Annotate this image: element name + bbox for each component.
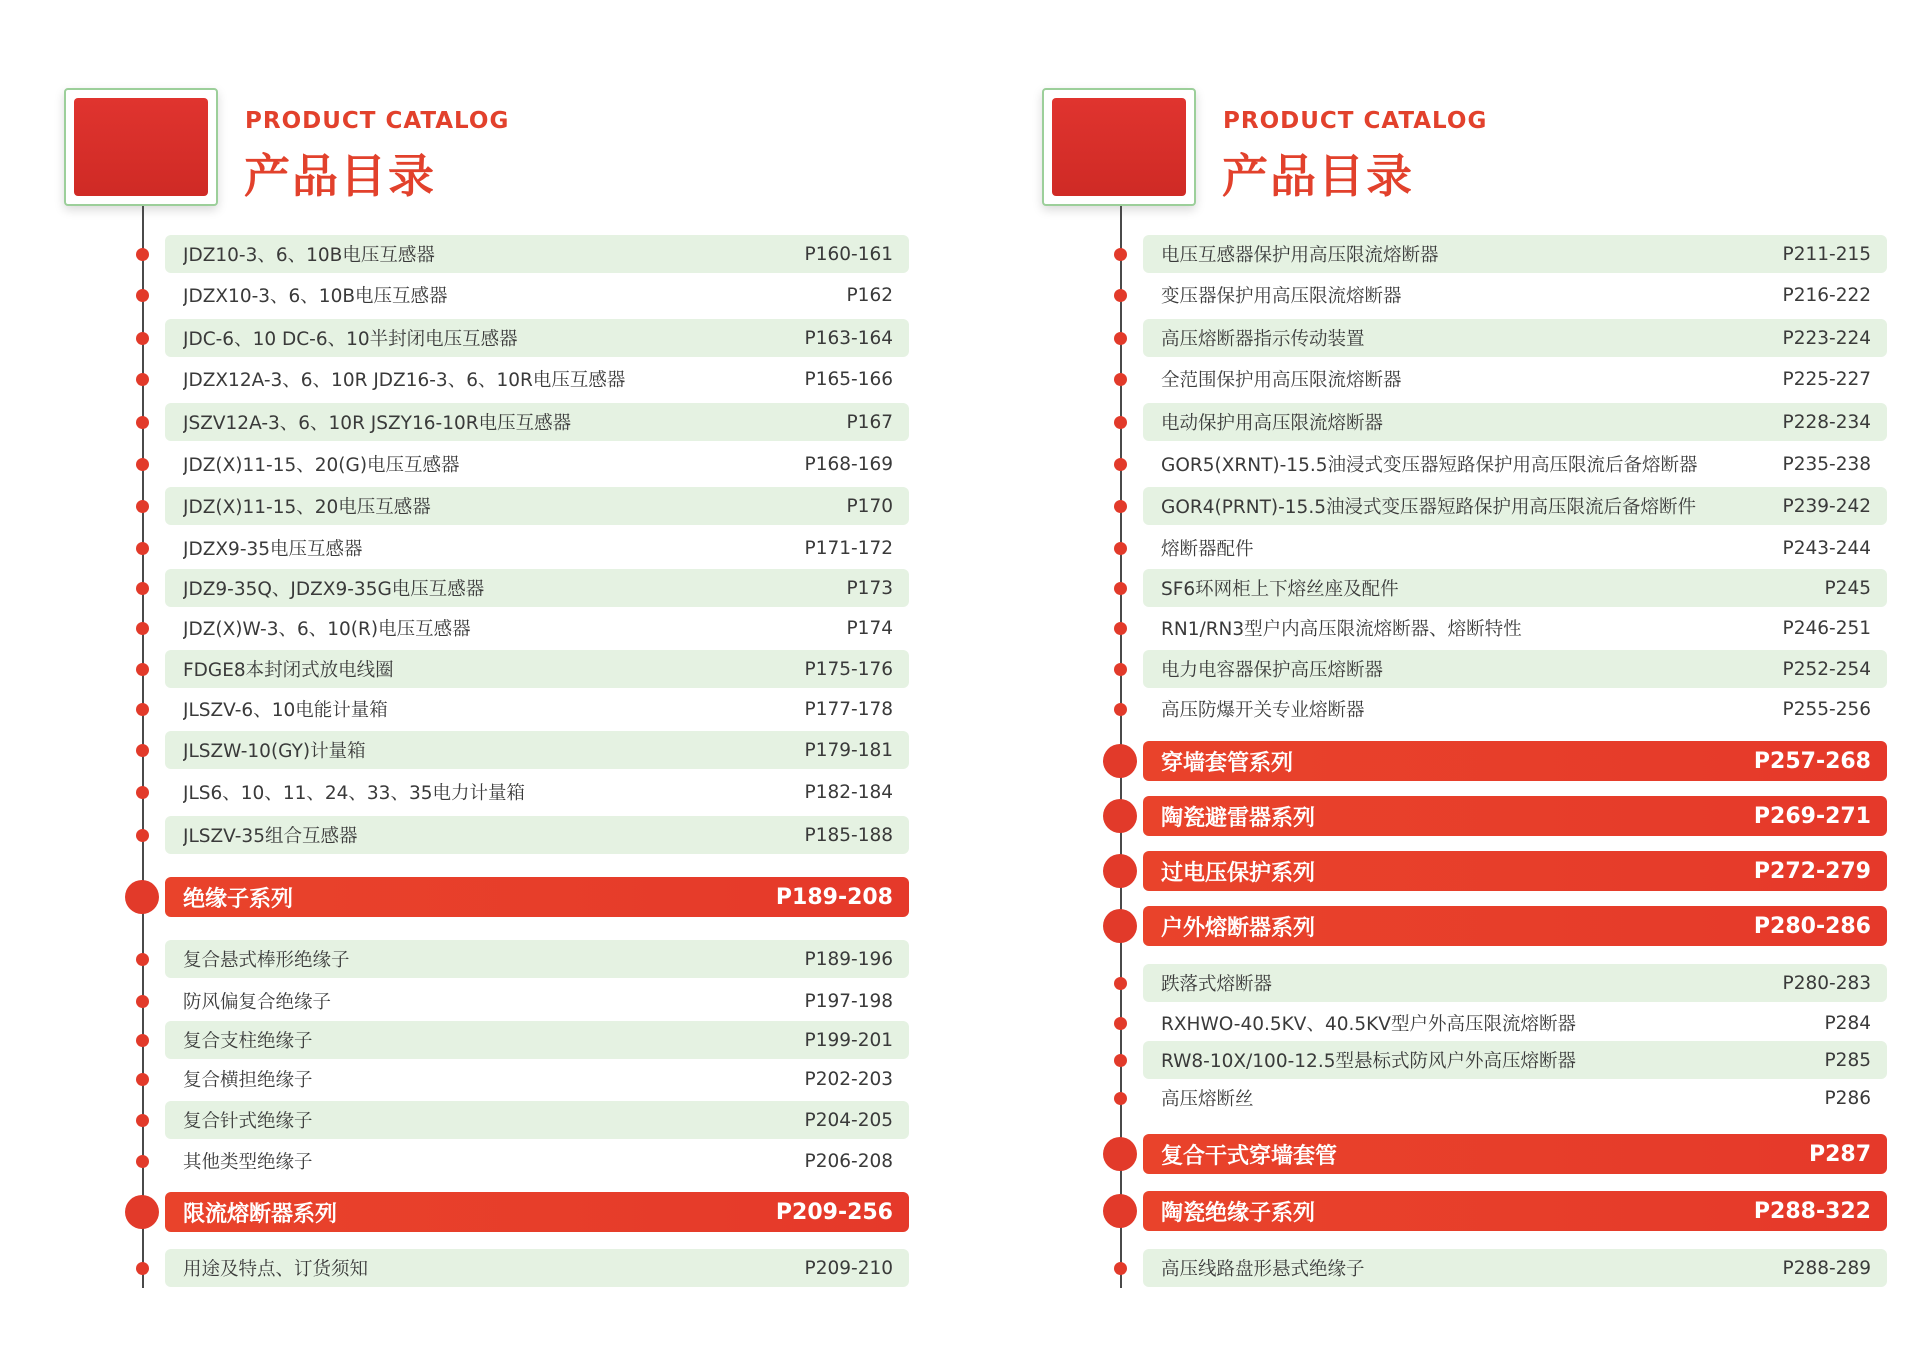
item-label: 电力电容器保护高压熔断器: [1161, 660, 1384, 681]
page-range: P228-234: [1782, 411, 1871, 433]
timeline-section-dot: [125, 1195, 159, 1229]
catalog-item-row: [1143, 445, 1887, 483]
catalog-item-row: [165, 487, 909, 525]
catalog-item-row: [165, 982, 909, 1020]
catalog-column-right: [978, 0, 1878, 1358]
page-range: P280-286: [1753, 913, 1871, 939]
page-range: P280-283: [1782, 972, 1871, 994]
page-range: P171-172: [804, 537, 893, 559]
page-range: P177-178: [804, 698, 893, 720]
catalog-column-left: [0, 0, 900, 1358]
item-label: 高压防爆开关专业熔断器: [1161, 700, 1365, 721]
timeline-dot: [1114, 703, 1127, 716]
item-label: 复合支柱绝缘子: [183, 1031, 313, 1052]
catalog-item-row: [1143, 1041, 1887, 1079]
item-label: 高压熔断器指示传动装置: [1161, 329, 1365, 350]
page-range: P204-205: [804, 1109, 893, 1131]
catalog-item-row: [165, 1060, 909, 1098]
timeline-dot: [136, 1073, 149, 1086]
timeline-dot: [1114, 1054, 1127, 1067]
page-range: P235-238: [1782, 453, 1871, 475]
page-range: P167: [846, 411, 893, 433]
timeline-section-dot: [1103, 1137, 1137, 1171]
catalog-item-row: [1143, 609, 1887, 647]
catalog-item-row: [1143, 529, 1887, 567]
timeline-dot: [136, 744, 149, 757]
timeline-dot: [136, 582, 149, 595]
catalog-item-row: [1143, 964, 1887, 1002]
item-label: JLS6、10、11、24、33、35电力计量箱: [183, 783, 525, 804]
section-header-row: [165, 1192, 909, 1232]
timeline-dot: [1114, 416, 1127, 429]
section-header-row: [1143, 1134, 1887, 1174]
catalog-item-row: [165, 529, 909, 567]
section-header-row: [1143, 741, 1887, 781]
page-range: P175-176: [804, 658, 893, 680]
catalog-item-row: [1143, 1004, 1887, 1042]
catalog-item-row: [165, 403, 909, 441]
page-range: P170: [846, 495, 893, 517]
timeline-dot: [136, 416, 149, 429]
page-range: P284: [1824, 1012, 1871, 1034]
catalog-title-cn: 产品目录: [244, 149, 436, 203]
timeline-dot: [136, 458, 149, 471]
page-range: P223-224: [1782, 327, 1871, 349]
item-label: 复合横担绝缘子: [183, 1070, 313, 1091]
item-label: JDZ(X)11-15、20电压互感器: [183, 497, 431, 518]
catalog-title-en: PRODUCT CATALOG: [1223, 108, 1488, 134]
catalog-item-row: [1143, 690, 1887, 728]
timeline-dot: [1114, 622, 1127, 635]
catalog-title-cn: 产品目录: [1222, 149, 1414, 203]
timeline-dot: [1114, 1017, 1127, 1030]
page-range: P257-268: [1753, 748, 1871, 774]
section-title: 户外熔断器系列: [1161, 915, 1316, 941]
timeline-section-dot: [1103, 744, 1137, 778]
timeline-dot: [1114, 332, 1127, 345]
timeline-dot: [136, 289, 149, 302]
catalog-item-row: [1143, 319, 1887, 357]
timeline-dot: [136, 373, 149, 386]
timeline-dot: [136, 1155, 149, 1168]
catalog-item-row: [1143, 1249, 1887, 1287]
item-label: 用途及特点、订货须知: [183, 1259, 369, 1280]
page-range: P189-208: [775, 884, 893, 910]
item-label: 防风偏复合绝缘子: [183, 992, 332, 1013]
catalog-item-row: [165, 816, 909, 854]
page-range: P287: [1808, 1141, 1871, 1167]
catalog-item-row: [165, 940, 909, 978]
section-header-row: [1143, 1191, 1887, 1231]
item-label: RN1/RN3型户内高压限流熔断器、熔断特性: [1161, 619, 1522, 640]
logo-fill: [1052, 98, 1186, 196]
item-label: JDZ(X)11-15、20(G)电压互感器: [183, 455, 460, 476]
catalog-item-row: [165, 1021, 909, 1059]
page-range: P272-279: [1753, 858, 1871, 884]
catalog-item-row: [165, 569, 909, 607]
page-range: P288-289: [1782, 1257, 1871, 1279]
item-label: JDC-6、10 DC-6、10半封闭电压互感器: [183, 329, 518, 350]
page-range: P285: [1824, 1049, 1871, 1071]
section-title: 绝缘子系列: [183, 886, 294, 912]
timeline-section-dot: [1103, 1194, 1137, 1228]
timeline-dot: [136, 1034, 149, 1047]
section-title: 复合干式穿墙套管: [1161, 1143, 1338, 1169]
item-label: JLSZV-6、10电能计量箱: [183, 700, 388, 721]
catalog-item-row: [1143, 650, 1887, 688]
page-range: P255-256: [1782, 698, 1871, 720]
timeline-dot: [136, 1114, 149, 1127]
page-range: P199-201: [804, 1029, 893, 1051]
page-range: P209-256: [775, 1199, 893, 1225]
item-label: JLSZV-35组合互感器: [183, 826, 358, 847]
page-range: P245: [1824, 577, 1871, 599]
timeline-dot: [136, 542, 149, 555]
page-range: P197-198: [804, 990, 893, 1012]
catalog-item-row: [165, 773, 909, 811]
catalog-item-row: [165, 276, 909, 314]
item-label: SF6环网柜上下熔丝座及配件: [1161, 579, 1399, 600]
page-range: P269-271: [1753, 803, 1871, 829]
item-label: JDZ10-3、6、10B电压互感器: [183, 245, 435, 266]
catalog-item-row: [165, 690, 909, 728]
item-label: JDZ9-35Q、JDZX9-35G电压互感器: [183, 579, 485, 600]
timeline-section-dot: [125, 880, 159, 914]
page-range: P202-203: [804, 1068, 893, 1090]
section-title: 陶瓷绝缘子系列: [1161, 1200, 1316, 1226]
timeline-section-dot: [1103, 909, 1137, 943]
page-range: P162: [846, 284, 893, 306]
item-label: 熔断器配件: [1161, 539, 1254, 560]
catalog-item-row: [165, 319, 909, 357]
page-range: P173: [846, 577, 893, 599]
catalog-item-row: [165, 360, 909, 398]
page-range: P206-208: [804, 1150, 893, 1172]
page-range: P189-196: [804, 948, 893, 970]
red-logo-block: [64, 88, 218, 206]
catalog-item-row: [165, 1249, 909, 1287]
page-range: P246-251: [1782, 617, 1871, 639]
page-range: P286: [1824, 1087, 1871, 1109]
page-range: P182-184: [804, 781, 893, 803]
timeline-dot: [1114, 1092, 1127, 1105]
section-header-row: [1143, 851, 1887, 891]
section-header-row: [1143, 906, 1887, 946]
item-label: FDGE8本封闭式放电线圈: [183, 660, 394, 681]
page-range: P225-227: [1782, 368, 1871, 390]
catalog-item-row: [1143, 276, 1887, 314]
item-label: JDZX12A-3、6、10R JDZ16-3、6、10R电压互感器: [183, 370, 626, 391]
catalog-item-row: [1143, 360, 1887, 398]
timeline-dot: [136, 500, 149, 513]
section-title: 过电压保护系列: [1161, 860, 1316, 886]
timeline-dot: [1114, 373, 1127, 386]
item-label: JSZV12A-3、6、10R JSZY16-10R电压互感器: [183, 413, 572, 434]
page-range: P179-181: [804, 739, 893, 761]
page-range: P168-169: [804, 453, 893, 475]
item-label: 变压器保护用高压限流熔断器: [1161, 286, 1402, 307]
catalog-item-row: [165, 731, 909, 769]
timeline-dot: [136, 622, 149, 635]
catalog-item-row: [165, 235, 909, 273]
red-logo-block: [1042, 88, 1196, 206]
catalog-item-row: [1143, 569, 1887, 607]
section-title: 陶瓷避雷器系列: [1161, 805, 1316, 831]
catalog-item-row: [1143, 235, 1887, 273]
timeline-dot: [136, 663, 149, 676]
timeline-section-dot: [1103, 854, 1137, 888]
timeline-dot: [1114, 663, 1127, 676]
catalog-item-row: [165, 609, 909, 647]
item-label: JDZX9-35电压互感器: [183, 539, 363, 560]
page-range: P163-164: [804, 327, 893, 349]
timeline-dot: [1114, 289, 1127, 302]
page-range: P174: [846, 617, 893, 639]
page-range: P209-210: [804, 1257, 893, 1279]
timeline-dot: [1114, 500, 1127, 513]
page-range: P288-322: [1753, 1198, 1871, 1224]
section-header-row: [165, 877, 909, 917]
item-label: 电压互感器保护用高压限流熔断器: [1161, 245, 1439, 266]
item-label: JDZ(X)W-3、6、10(R)电压互感器: [183, 619, 471, 640]
item-label: 高压线路盘形悬式绝缘子: [1161, 1259, 1365, 1280]
catalog-item-row: [165, 1142, 909, 1180]
catalog-item-row: [1143, 403, 1887, 441]
catalog-item-row: [165, 445, 909, 483]
timeline-dot: [136, 248, 149, 261]
item-label: 其他类型绝缘子: [183, 1152, 313, 1173]
page-range: P160-161: [804, 243, 893, 265]
timeline-dot: [136, 786, 149, 799]
item-label: GOR4(PRNT)-15.5油浸式变压器短路保护用高压限流后备熔断件: [1161, 497, 1696, 518]
item-label: 复合悬式棒形绝缘子: [183, 950, 350, 971]
page-range: P243-244: [1782, 537, 1871, 559]
section-title: 限流熔断器系列: [183, 1201, 338, 1227]
page-range: P216-222: [1782, 284, 1871, 306]
item-label: JDZX10-3、6、10B电压互感器: [183, 286, 448, 307]
item-label: RXHWO-40.5KV、40.5KV型户外高压限流熔断器: [1161, 1014, 1576, 1035]
timeline-dot: [1114, 582, 1127, 595]
page-range: P239-242: [1782, 495, 1871, 517]
timeline-dot: [136, 953, 149, 966]
timeline-dot: [136, 995, 149, 1008]
timeline-dot: [136, 332, 149, 345]
page-range: P185-188: [804, 824, 893, 846]
catalog-item-row: [165, 1101, 909, 1139]
section-header-row: [1143, 796, 1887, 836]
item-label: 全范围保护用高压限流熔断器: [1161, 370, 1402, 391]
section-title: 穿墙套管系列: [1161, 750, 1294, 776]
item-label: RW8-10X/100-12.5型悬标式防风户外高压熔断器: [1161, 1051, 1576, 1072]
timeline-dot: [1114, 458, 1127, 471]
timeline-dot: [1114, 542, 1127, 555]
timeline-dot: [136, 1262, 149, 1275]
timeline-section-dot: [1103, 799, 1137, 833]
timeline-dot: [1114, 1262, 1127, 1275]
item-label: 复合针式绝缘子: [183, 1111, 313, 1132]
timeline-dot: [1114, 977, 1127, 990]
catalog-item-row: [1143, 1079, 1887, 1117]
item-label: 跌落式熔断器: [1161, 974, 1273, 995]
item-label: JLSZW-10(GY)计量箱: [183, 741, 366, 762]
timeline-dot: [136, 703, 149, 716]
item-label: 电动保护用高压限流熔断器: [1161, 413, 1384, 434]
item-label: 高压熔断丝: [1161, 1089, 1254, 1110]
logo-fill: [74, 98, 208, 196]
page-range: P252-254: [1782, 658, 1871, 680]
page-range: P211-215: [1782, 243, 1871, 265]
timeline-dot: [136, 829, 149, 842]
catalog-item-row: [165, 650, 909, 688]
catalog-title-en: PRODUCT CATALOG: [245, 108, 510, 134]
catalog-item-row: [1143, 487, 1887, 525]
page-range: P165-166: [804, 368, 893, 390]
timeline-dot: [1114, 248, 1127, 261]
item-label: GOR5(XRNT)-15.5油浸式变压器短路保护用高压限流后备熔断器: [1161, 455, 1698, 476]
